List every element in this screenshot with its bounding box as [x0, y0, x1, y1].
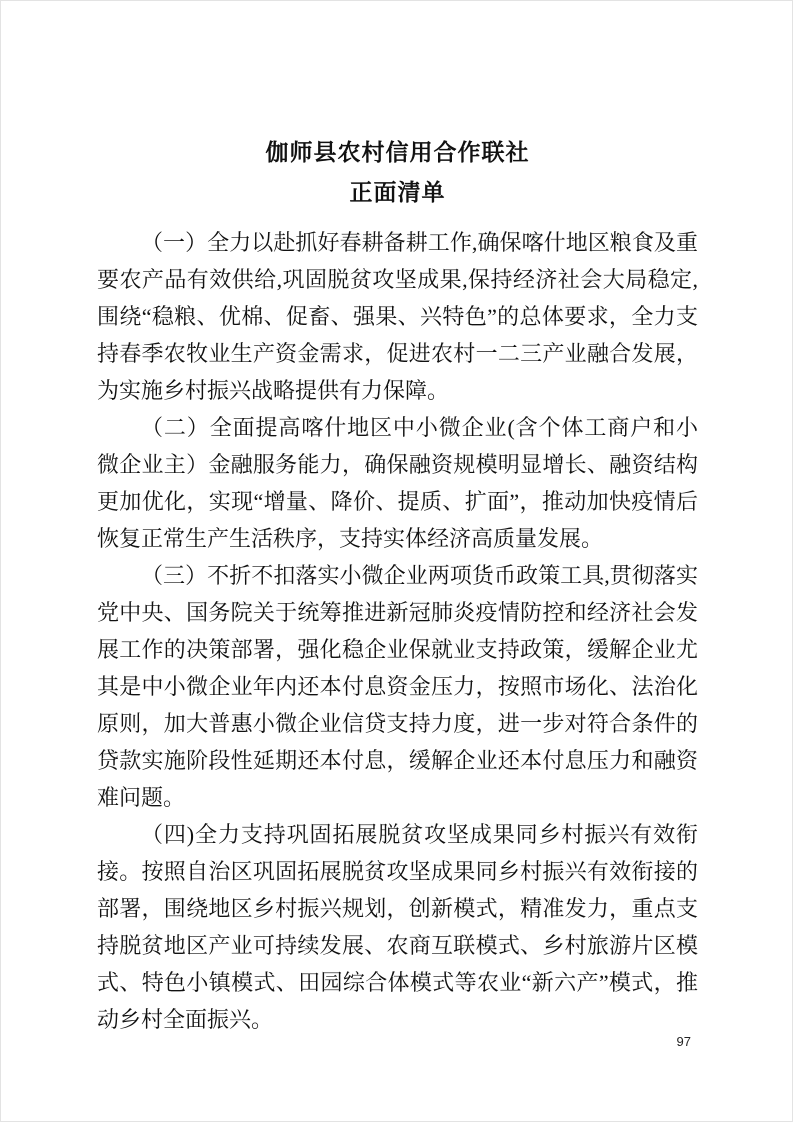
paragraph-3: （三）不折不扣落实小微企业两项货币政策工具,贯彻落实党中央、国务院关于统筹推进新冠肺炎疫情防控和经济社会发展工作的决策部署，强化稳企业保就业支持政策，缓解企业尤其是中小微企业年内还本付息资金压力，按照市场化、法治化原则，加大普惠小微企业信贷支持力度，进一步对符合条件的贷款实施阶段性延期还本付息，缓解企业还本付息压力和融资难问题。 — [97, 563, 698, 810]
paragraph-2: （二）全面提高喀什地区中小微企业(含个体工商户和小微企业主）金融服务能力，确保融资规模明显增长、融资结构更加优化，实现“增量、降价、提质、扩面”，推动加快疫情后恢复正常生产生活秩序，支持实体经济高质量发展。 — [97, 415, 699, 551]
document-title: 伽师县农村信用合作联社 — [265, 140, 530, 165]
document-body — [97, 224, 698, 1038]
paragraph-4: （四)全力支持巩固拓展脱贫攻坚成果同乡村振兴有效衔接。按照自治区巩固拓展脱贫攻坚成果同乡村振兴有效衔接的部署，围绕地区乡村振兴规划，创新模式，精准发力，重点支持脱贫地区产业可持续发展、农商互联模式、乡村旅游片区模式、特色小镇模式、田园综合体模式等农业“新六产”模式，推动乡村全面振兴。 — [97, 822, 698, 1032]
page-number: 97 — [676, 1034, 691, 1049]
document-subtitle: 正面清单 — [349, 180, 446, 205]
document-content — [97, 139, 698, 1038]
paragraph-1: （一）全力以赴抓好春耕备耕工作,确保喀什地区粮食及重要农产品有效供给,巩固脱贫攻坚成果,保持经济社会大局稳定,围绕“稳粮、优棉、促畜、强果、兴特色”的总体要求，全力支持春季农牧业生产资金需求，促进农村一二三产业融合发展，为实施乡村振兴战略提供有力保障。 — [97, 230, 698, 403]
